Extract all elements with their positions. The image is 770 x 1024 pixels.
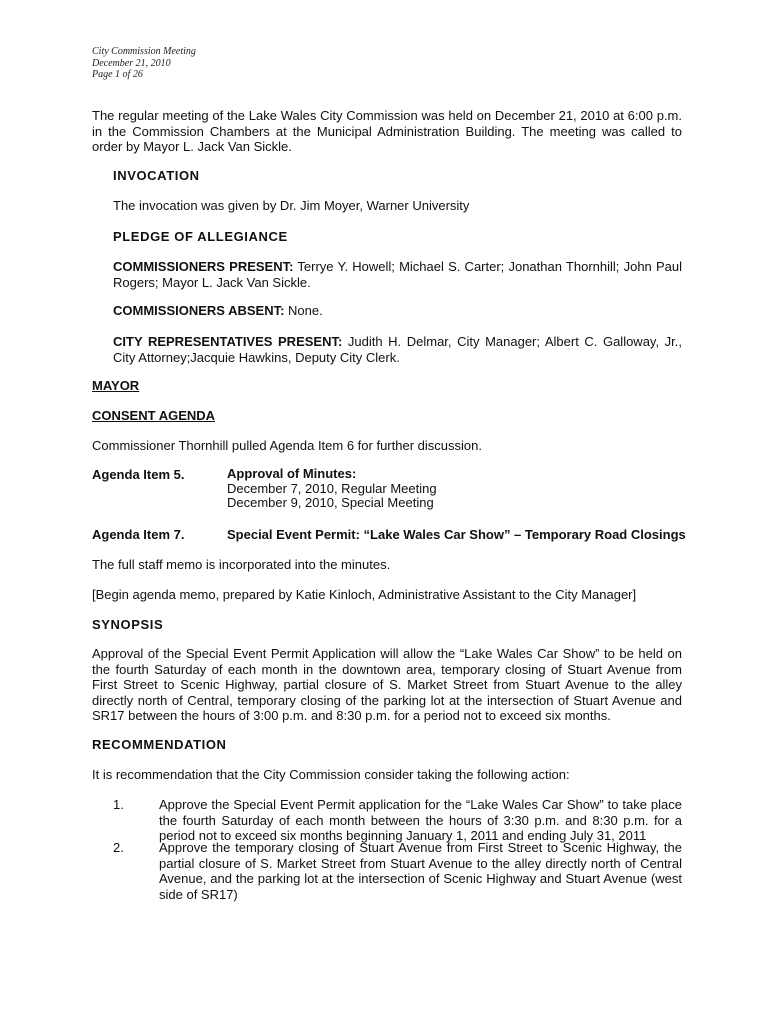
invocation-heading: INVOCATION <box>113 168 200 183</box>
page-header <box>92 46 196 81</box>
commissioners-present-label: COMMISSIONERS PRESENT: <box>113 259 294 274</box>
commissioners-absent-label: COMMISSIONERS ABSENT: <box>113 303 285 318</box>
commissioners-absent-paragraph <box>113 303 682 319</box>
consent-agenda-text: Commissioner Thornhill pulled Agenda Item 6 for further discussion. <box>92 438 482 453</box>
invocation-text: The invocation was given by Dr. Jim Moyer, Warner University <box>113 198 470 213</box>
commissioners-present-names: Terrye Y. Howell; Michael S. Carter; Jonathan Thornhill; John Paul Rogers; Mayor L. Jack Van Sickle. <box>113 259 682 290</box>
mayor-heading: MAYOR <box>92 378 140 393</box>
pledge-heading: PLEDGE OF ALLEGIANCE <box>113 229 288 244</box>
city-representatives-names: Judith H. Delmar, City Manager; Albert C. Galloway, Jr., City Attorney;Jacquie Hawkins, Deputy City Clerk. <box>113 334 682 365</box>
header-date: December 21, 2010 <box>92 57 171 69</box>
agenda-item-5-label: Agenda Item 5. <box>92 467 185 482</box>
begin-memo-note: [Begin agenda memo, prepared by Katie Kinloch, Administrative Assistant to the City Manager] <box>92 587 637 602</box>
recommendation-heading: RECOMMENDATION <box>92 737 227 752</box>
city-representatives-paragraph <box>113 334 682 365</box>
recommendation-item-1-text: Approve the Special Event Permit application for the “Lake Wales Car Show” to take place the fourth Saturday of each month between the hours of 3:30 p.m. and 8:30 p.m. for a period not to exceed six months beginning January 1, 2011 and ending July 31, 2011 <box>159 797 682 843</box>
header-meeting-title: City Commission Meeting <box>92 46 196 57</box>
agenda-item-5-title: Approval of Minutes: <box>227 466 357 481</box>
recommendation-item-2-number: 2. <box>113 840 124 855</box>
staff-memo-note: The full staff memo is incorporated into the minutes. <box>92 557 391 572</box>
city-representatives-label: CITY REPRESENTATIVES PRESENT: <box>113 334 343 349</box>
intro-paragraph: The regular meeting of the Lake Wales City Commission was held on December 21, 2010 at 6:00 p.m. in the Commission Chambers at the Municipal Administration Building. The meeting was called to order by Mayor L. Jack Van Sickle. <box>92 108 682 154</box>
synopsis-text: Approval of the Special Event Permit Application will allow the “Lake Wales Car Show” to be held on the fourth Saturday of each month in the downtown area, temporary closing of Stuart Avenue from First Street to Scenic Highway, partial closure of S. Market Street from Stuart Avenue to the alley directly north of Central, temporary closing of the parking lot at the intersection of Stuart Avenue and SR17 between the hours of 3:00 p.m. and 8:30 p.m. for a period not to exceed six months. <box>92 646 682 723</box>
agenda-item-5-details <box>227 467 437 511</box>
agenda-item-5-minutes-1: December 7, 2010, Regular Meeting <box>227 480 437 496</box>
agenda-item-7-label: Agenda Item 7. <box>92 527 185 542</box>
agenda-item-7-title: Special Event Permit: “Lake Wales Car Show” – Temporary Road Closings <box>227 527 686 542</box>
recommendation-item-2-text: Approve the temporary closing of Stuart Avenue from First Street to Scenic Highway, the partial closure of S. Market Street from Stuart Avenue to the alley directly north of Central Avenue, and the parking lot at the intersection of Scenic Highway and Stuart Avenue (west side of SR17) <box>159 840 682 902</box>
commissioners-present-paragraph <box>113 259 682 290</box>
agenda-item-5-minutes-2: December 9, 2010, Special Meeting <box>227 495 434 510</box>
commissioners-absent-names: None. <box>284 303 323 318</box>
recommendation-item-1-number: 1. <box>113 797 124 812</box>
consent-agenda-heading: CONSENT AGENDA <box>92 408 216 423</box>
synopsis-heading: SYNOPSIS <box>92 617 164 632</box>
header-page-number: Page 1 of 26 <box>92 69 143 80</box>
recommendation-intro: It is recommendation that the City Commission consider taking the following action: <box>92 767 570 782</box>
